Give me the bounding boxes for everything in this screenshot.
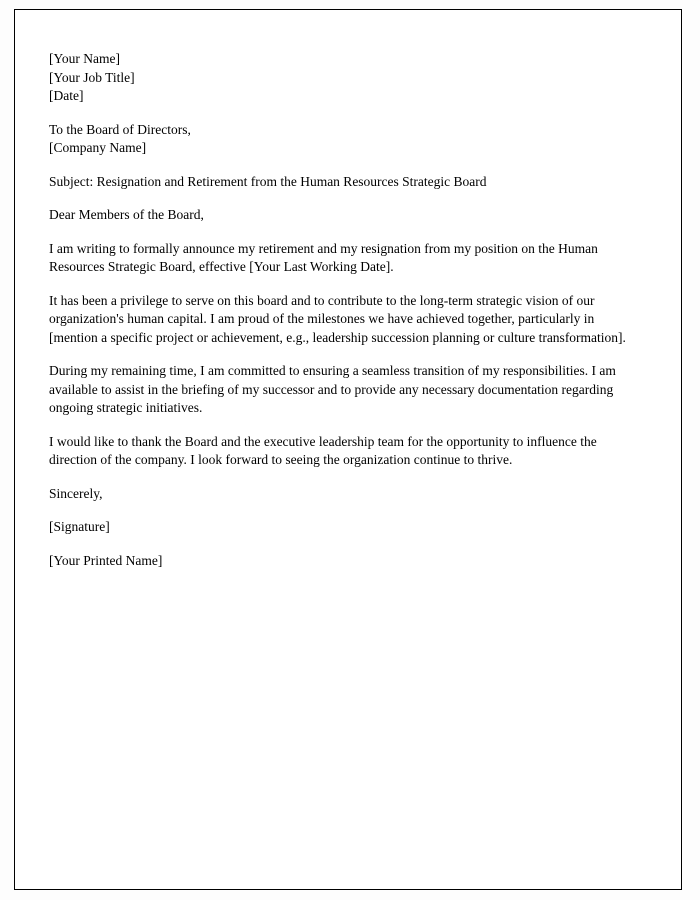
- letter-page: [14, 9, 682, 890]
- sender-block: [49, 50, 633, 106]
- closing: Sincerely,: [49, 485, 103, 501]
- body-paragraph: I am writing to formally announce my retirement and my resignation from my position on the Human Resources Strategic Board, effective [Your Last Working Date].: [49, 240, 598, 274]
- sender-job-title: [Your Job Title]: [49, 69, 135, 85]
- subject-line: Subject: Resignation and Retirement from the Human Resources Strategic Board: [49, 173, 487, 189]
- body-paragraph: It has been a privilege to serve on this board and to contribute to the long-term strategic vision of our organization's human capital. I am proud of the milestones we have achieved together, particularly in [mention a specific project or achievement, e.g., leadership succession planning or culture transformation].: [49, 292, 626, 345]
- body-paragraph: During my remaining time, I am committed to ensuring a seamless transition of my responsibilities. I am available to assist in the briefing of my successor and to provide any necessary documentation regarding ongoing strategic initiatives.: [49, 363, 616, 415]
- letter-content: [49, 50, 633, 570]
- recipient-block: [49, 121, 633, 158]
- salutation: Dear Members of the Board,: [49, 207, 204, 222]
- sender-name: [Your Name]: [49, 51, 120, 66]
- company-name: [Company Name]: [49, 140, 147, 155]
- printed-name: [Your Printed Name]: [49, 552, 163, 568]
- letter-date: [Date]: [49, 88, 84, 103]
- signature-placeholder: [Signature]: [49, 519, 110, 534]
- body-paragraph: I would like to thank the Board and the executive leadership team for the opportunity to influence the direction of the company. I look forward to seeing the organization continue to thrive.: [49, 433, 597, 467]
- recipient-line: To the Board of Directors,: [49, 121, 191, 137]
